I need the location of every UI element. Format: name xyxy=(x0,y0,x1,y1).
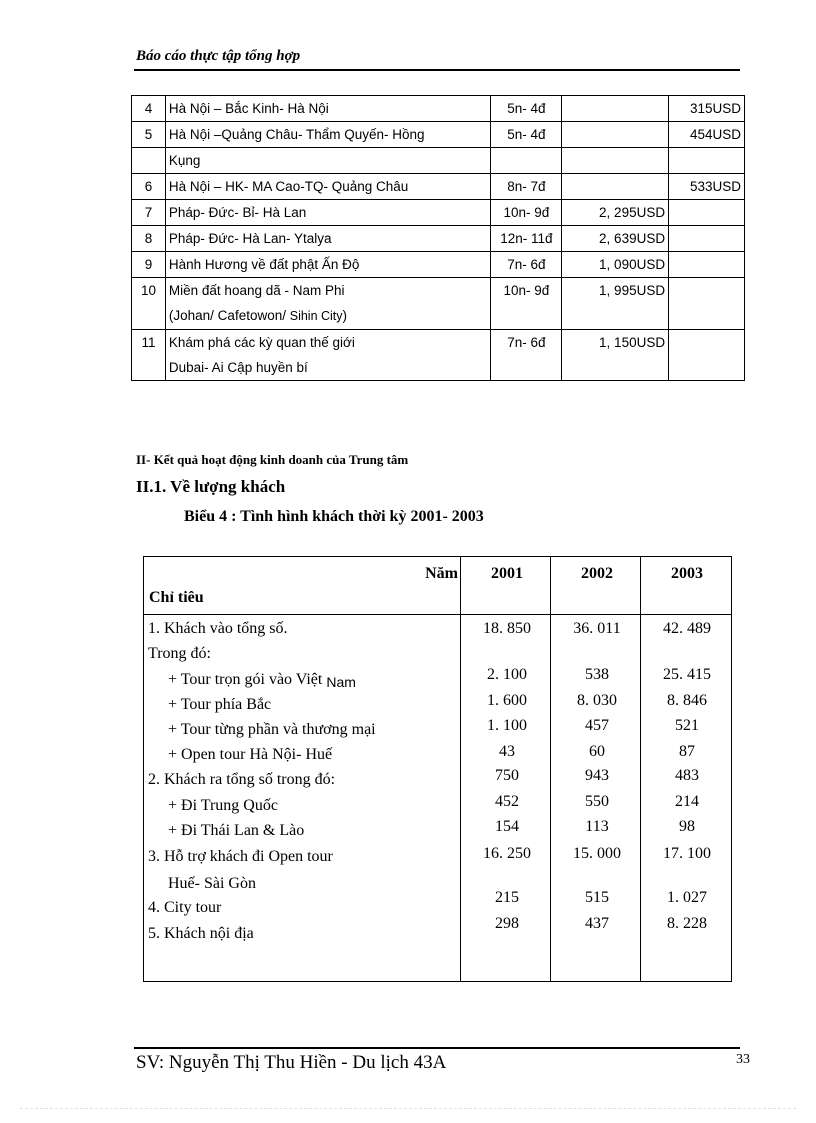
column-divider xyxy=(460,557,461,981)
row-label-tail: Nam xyxy=(326,674,356,690)
tour-name xyxy=(165,330,491,381)
row-label-text: Trong đó: xyxy=(148,645,211,662)
tour-price-b xyxy=(669,148,745,174)
row-label xyxy=(168,746,332,764)
value-2001: 452 xyxy=(495,793,519,810)
tour-name-part: Sihin City xyxy=(289,309,343,323)
value-2003: 17. 100 xyxy=(663,845,711,862)
tour-name-line: Dubai- Ai Cập huyền bí xyxy=(168,360,308,375)
tour-price-b xyxy=(669,330,745,381)
section-heading: II- Kết quả hoạt động kinh doanh của Trung tâm xyxy=(136,452,409,467)
row-label-text: 2. Khách ra tổng số trong đó: xyxy=(148,771,336,788)
tour-name-part: ) xyxy=(342,308,348,323)
tour-name-line xyxy=(169,303,488,329)
tour-price-b xyxy=(669,226,745,252)
row-number: 8 xyxy=(132,226,166,252)
tour-price-a xyxy=(562,122,669,148)
table-caption: Biểu 4 : Tình hình khách thời kỳ 2001- 2003 xyxy=(184,508,484,525)
value-2001: 1. 100 xyxy=(487,717,527,734)
value-2002: 943 xyxy=(585,767,609,784)
row-label xyxy=(148,925,254,943)
table-row xyxy=(132,330,745,381)
tour-price-a xyxy=(562,174,669,200)
tour-duration: 5n- 4đ xyxy=(491,122,562,148)
running-header: Báo cáo thực tập tổng hợp xyxy=(136,48,301,64)
value-2003: 87 xyxy=(679,743,695,760)
tour-name xyxy=(165,278,491,330)
value-2003: 8. 846 xyxy=(667,692,707,709)
row-label xyxy=(148,899,221,917)
criteria-header-label: Chỉ tiêu xyxy=(149,589,204,606)
row-number: 4 xyxy=(132,96,166,122)
row-label-text: 1. Khách vào tổng số. xyxy=(148,620,288,637)
tour-price-b xyxy=(669,200,745,226)
tour-name-line: Miền đất hoang dã - Nam Phi xyxy=(168,283,345,298)
row-label xyxy=(148,771,335,789)
row-label-text: Huế- Sài Gòn xyxy=(168,875,256,892)
tour-name: Hà Nội – Bắc Kinh- Hà Nội xyxy=(165,96,491,122)
row-label-text: 5. Khách nội địa xyxy=(148,925,254,942)
row-label-text: + Đi Trung Quốc xyxy=(168,797,278,814)
footer-author: SV: Nguyễn Thị Thu Hiền - Du lịch 43A xyxy=(136,1052,447,1073)
tour-price-b xyxy=(669,252,745,278)
value-2001: 2. 100 xyxy=(487,666,527,683)
page-number: 33 xyxy=(736,1052,750,1067)
table-row xyxy=(132,200,745,226)
value-2003: 214 xyxy=(675,793,699,810)
row-label-text: + Open tour Hà Nội- Huế xyxy=(168,746,333,763)
tour-price-table xyxy=(131,95,745,381)
year-header-label: Năm xyxy=(425,565,458,582)
value-2003: 42. 489 xyxy=(663,620,711,637)
row-label xyxy=(148,645,211,663)
value-2002: 538 xyxy=(585,666,609,683)
value-2002: 550 xyxy=(585,793,609,810)
value-2002: 437 xyxy=(585,915,609,932)
page-edge-dashes xyxy=(20,1108,796,1109)
tour-price-b xyxy=(669,278,745,330)
value-2003: 8. 228 xyxy=(667,915,707,932)
tour-price-a: 2, 295USD xyxy=(562,200,669,226)
tour-name: Hành Hương về đất phật Ấn Độ xyxy=(165,252,491,278)
value-2002: 60 xyxy=(589,743,605,760)
value-2003: 25. 415 xyxy=(663,666,711,683)
tour-price-a: 2, 639USD xyxy=(562,226,669,252)
value-2003: 483 xyxy=(675,767,699,784)
row-label-text: + Tour trọn gói vào Việt xyxy=(168,671,327,688)
row-number: 7 xyxy=(132,200,166,226)
value-2002: 8. 030 xyxy=(577,692,617,709)
value-2003: 1. 027 xyxy=(667,889,707,906)
value-2001: 750 xyxy=(495,767,519,784)
row-label-text: 4. City tour xyxy=(148,899,222,916)
value-2002: 457 xyxy=(585,717,609,734)
tour-name: Pháp- Đức- Bỉ- Hà Lan xyxy=(165,200,491,226)
value-2001: 16. 250 xyxy=(483,845,531,862)
row-label-text: + Đi Thái Lan & Lào xyxy=(168,822,305,839)
year-2001-header: 2001 xyxy=(491,565,523,582)
tour-price-a xyxy=(562,96,669,122)
row-number xyxy=(132,148,166,174)
tour-price-a: 1, 090USD xyxy=(562,252,669,278)
header-divider xyxy=(144,614,731,615)
row-label xyxy=(168,875,256,893)
tour-duration: 10n- 9đ xyxy=(491,278,562,330)
value-2001: 154 xyxy=(495,818,519,835)
header-rule xyxy=(134,69,740,71)
tour-price-a: 1, 995USD xyxy=(562,278,669,330)
value-2001: 18. 850 xyxy=(483,620,531,637)
subsection-heading: II.1. Về lượng khách xyxy=(136,477,286,496)
tour-price-b: 454USD xyxy=(669,122,745,148)
row-number: 6 xyxy=(132,174,166,200)
tour-duration: 8n- 7đ xyxy=(491,174,562,200)
table-row xyxy=(132,252,745,278)
footer-rule xyxy=(134,1047,740,1049)
tour-duration: 10n- 9đ xyxy=(491,200,562,226)
row-label-text: + Tour phía Bắc xyxy=(168,696,272,713)
tour-duration: 12n- 11đ xyxy=(491,226,562,252)
row-label xyxy=(168,822,304,840)
value-2001: 43 xyxy=(499,743,515,760)
value-2003: 521 xyxy=(675,717,699,734)
table-row xyxy=(132,226,745,252)
tour-price-b: 315USD xyxy=(669,96,745,122)
value-2002: 515 xyxy=(585,889,609,906)
tour-name: Pháp- Đức- Hà Lan- Ytalya xyxy=(165,226,491,252)
tour-duration: 7n- 6đ xyxy=(491,330,562,381)
guest-statistics-table xyxy=(143,556,732,982)
tour-duration: 7n- 6đ xyxy=(491,252,562,278)
tour-name: Hà Nội –Quảng Châu- Thẩm Quyến- Hồng xyxy=(165,122,491,148)
table-row xyxy=(132,174,745,200)
row-number: 10 xyxy=(132,278,166,330)
value-2002: 36. 011 xyxy=(573,620,621,637)
tour-price-b: 533USD xyxy=(669,174,745,200)
value-2001: 298 xyxy=(495,915,519,932)
row-label-text: + Tour từng phần và thương mại xyxy=(168,721,376,738)
table-row xyxy=(132,148,745,174)
tour-price-a xyxy=(562,148,669,174)
row-label xyxy=(168,721,376,739)
row-number: 5 xyxy=(132,122,166,148)
table-row xyxy=(132,122,745,148)
year-2003-header: 2003 xyxy=(671,565,703,582)
row-label xyxy=(168,671,356,689)
row-label xyxy=(148,848,333,866)
tour-name-line: Khám phá các kỳ quan thế giới xyxy=(168,335,355,350)
row-label xyxy=(168,797,278,815)
table-row xyxy=(132,278,745,330)
tour-price-a: 1, 150USD xyxy=(562,330,669,381)
tour-name: Hà Nội – HK- MA Cao-TQ- Quảng Châu xyxy=(165,174,491,200)
value-2002: 15. 000 xyxy=(573,845,621,862)
value-2001: 215 xyxy=(495,889,519,906)
row-number: 11 xyxy=(132,330,166,381)
table-row xyxy=(132,96,745,122)
row-label xyxy=(168,696,271,714)
tour-name-part: (Johan/ Cafetowon/ xyxy=(168,308,290,323)
row-number: 9 xyxy=(132,252,166,278)
tour-name: Kụng xyxy=(165,148,491,174)
year-2002-header: 2002 xyxy=(581,565,613,582)
value-2003: 98 xyxy=(679,818,695,835)
value-2002: 113 xyxy=(585,818,609,835)
value-2001: 1. 600 xyxy=(487,692,527,709)
tour-duration xyxy=(491,148,562,174)
row-label xyxy=(148,620,288,638)
row-label-text: 3. Hỗ trợ khách đi Open tour xyxy=(148,848,333,865)
tour-duration: 5n- 4đ xyxy=(491,96,562,122)
